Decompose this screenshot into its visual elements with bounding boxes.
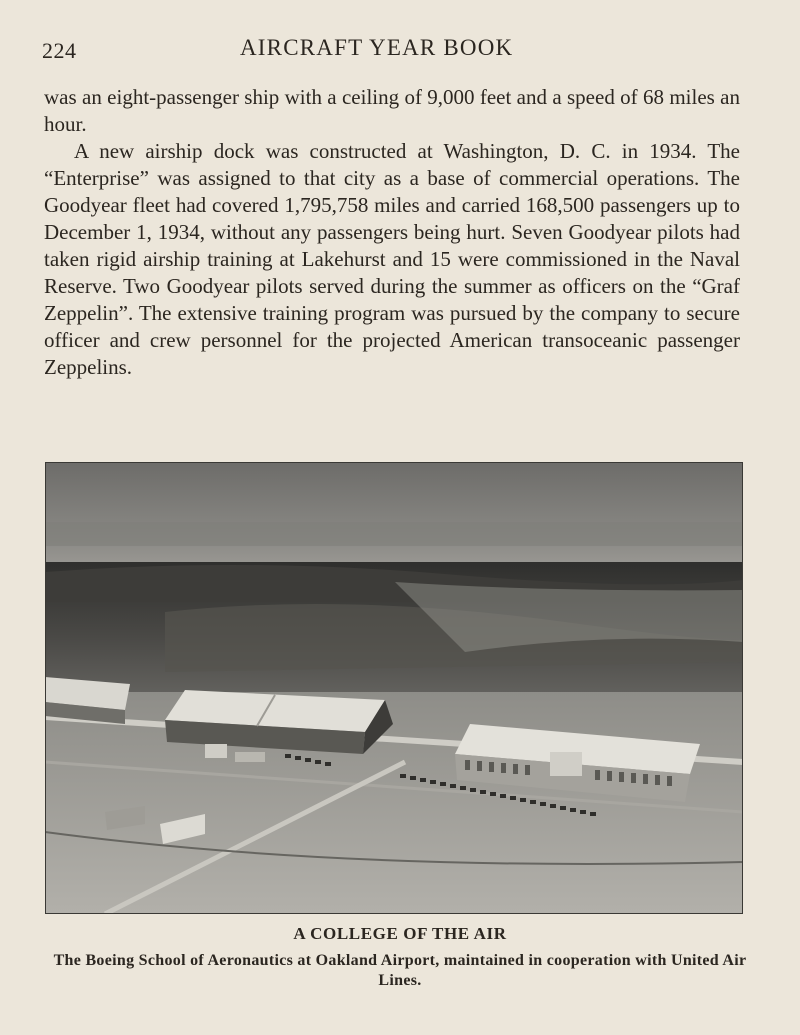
running-title: AIRCRAFT YEAR BOOK: [240, 35, 514, 60]
page-number: 224: [42, 38, 77, 63]
aerial-photo-illustration: [45, 462, 743, 914]
aerial-photo-oakland-airport: [45, 462, 743, 914]
figure-caption: The Boeing School of Aeronautics at Oakland Airport, maintained in cooperation with United Air Lines.: [53, 952, 747, 989]
hangar-left: [45, 677, 130, 724]
figure-title: A COLLEGE OF THE AIR: [293, 924, 507, 943]
sky: [45, 462, 743, 572]
body-text: [44, 84, 740, 381]
paragraph-airship-dock: A new airship dock was constructed at Washington, D. C. in 1934. The “Enterprise” was assigned to that city as a base of commercial operations. The Goodyear fleet had covered 1,795,758 miles and carried 168,500 passengers up to December 1, 1934, without any passengers being hurt. Seven Goodyear pilots had taken rigid airship training at Lakehurst and 15 were commissioned in the Naval Reserve. Two Goodyear pilots served during the summer as officers on the “Graf Zeppelin”. The extensive training program was pursued by the company to secure officer and crew personnel for the projected American transoceanic passenger Zeppelins.: [44, 139, 740, 379]
paragraph-continuation: was an eight-passenger ship with a ceiling of 9,000 feet and a speed of 68 miles an hour.: [44, 85, 740, 136]
